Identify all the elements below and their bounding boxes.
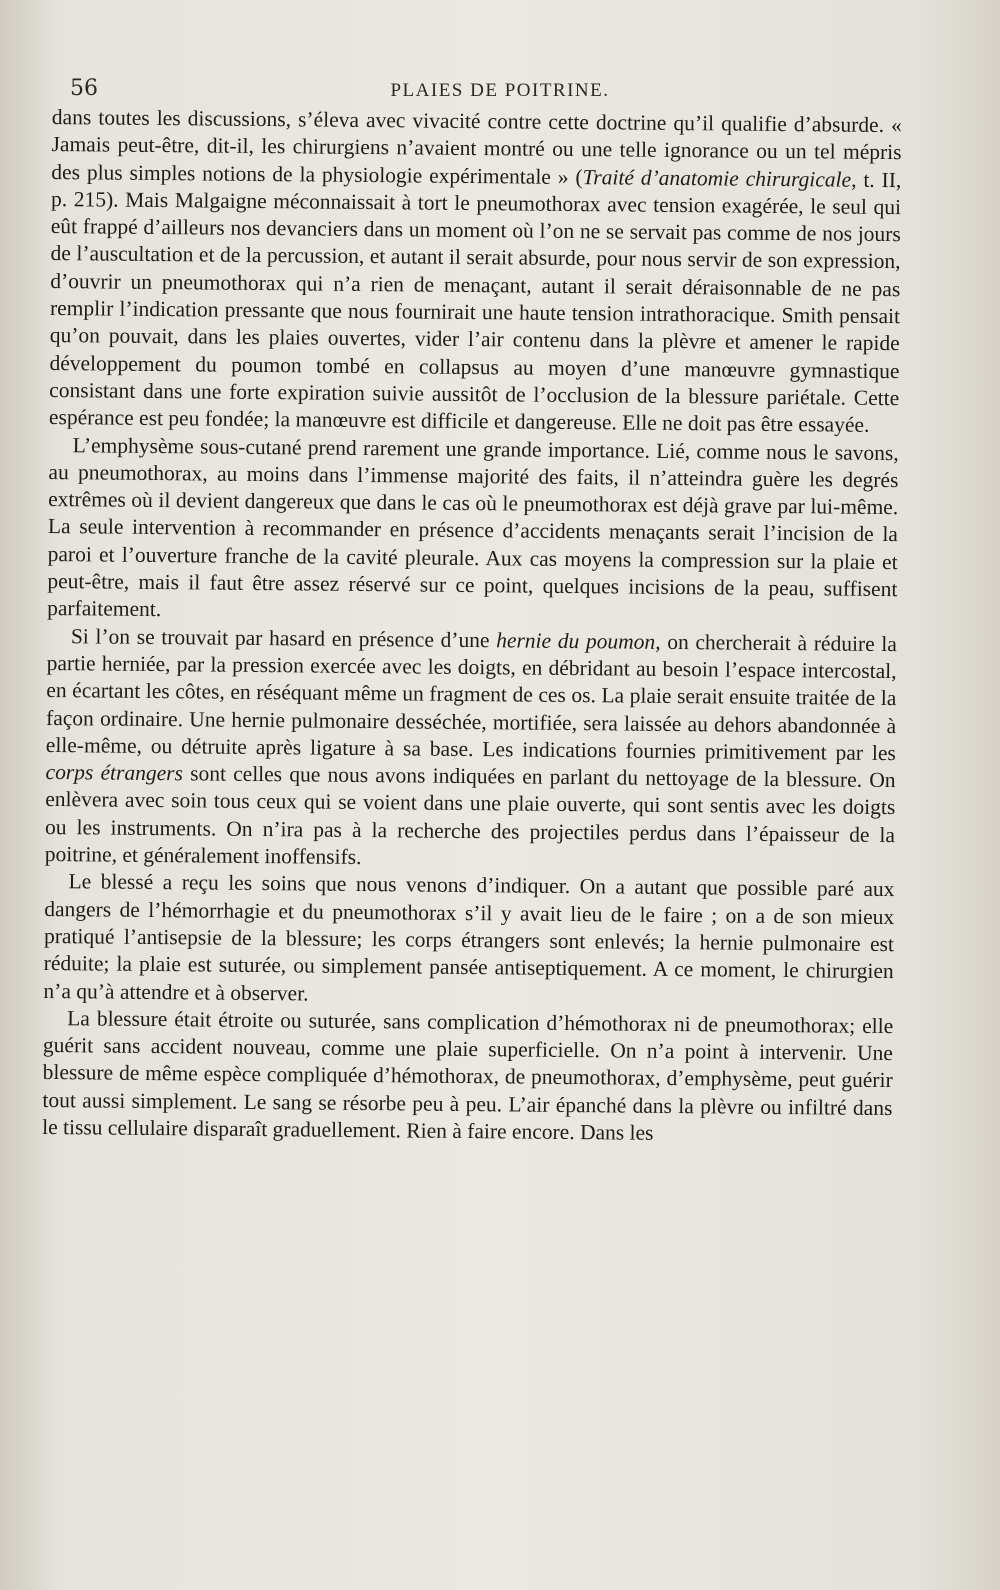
text-run: Si l’on se trouvait par hasard en présence d’une: [70, 623, 497, 652]
paragraph: [43, 868, 894, 1013]
paragraph: [42, 1005, 893, 1150]
text-run: sont celles que nous avons indiquées en parlant du nettoyage de la blessure. On enlèvera avec soin tous ceux qui se voient dans une plaie ouverte, qui sont sentis avec les doigts ou les instruments. On n’ira pas à la recherche des projectiles perdus dans l’épaisseur de la poitrine, et généralement inoffensifs.: [44, 761, 896, 870]
text-run: , t. II, p. 215). Mais Malgaigne méconnaissait à tort le pneumothorax avec tension exagérée, le seul qui eût frappé d’ailleurs nos devanciers dans un moment où l’on ne se servait pas comme de nos jours de l’auscultation et de la percussion, et autant il serait absurde, pour nous servir de son expression, d’ouvrir un pneumothorax qui n’a rien de menaçant, autant il serait déraisonnable de ne pas remplir l’indication pressante que nous fournirait une haute tension intrathoracique. Smith pensait qu’on pouvait, dans les plaies ouvertes, vider l’air contenu dans la plèvre et amener le rapide développement du poumon tombé en collapsus au moyen d’une manœuvre gymnastique consistant dans une forte expiration suivie aussitôt de l’occlusion de la blessure pariétale. Cette espérance est peu fondée; la manœuvre est difficile et dangereuse. Elle ne doit pas être essayée.: [48, 167, 902, 438]
page-number: 56: [70, 76, 98, 101]
italic-title: Traité d’anatomie chirurgicale: [582, 164, 852, 192]
text-run: L’emphysème sous-cutané prend rarement une grande importance. Lié, comme nous le savons, au pneumothorax, au moins dans l’immense majorité des faits, il n’atteindra guère les degrés extrêmes où il devient dangereux que dans le cas où le pneumothorax est déjà grave par lui-même. La seule intervention à recommander en présence d’accidents menaçants serait l’incision de la paroi et l’ouverture franche de la cavité pleurale. Aux cas moyens la compression sur la plaie et peut-être, mais il faut être assez réservé sur ce point, quelques incisions de la peau, suffisent parfaitement.: [47, 432, 899, 622]
body-text: [42, 104, 902, 1149]
paragraph: [45, 623, 897, 877]
text-run: La blessure était étroite ou suturée, sans complication d’hémothorax ni de pneumothorax; elle guérit sans accident nouveau, comme une plaie superficielle. On n’a point à intervenir. Une blessure de même espèce compliquée d’hémothorax, de pneumothorax, d’emphysème, peut guérir tout aussi simplement. Le sang se résorbe peu à peu. L’air épanché dans la plèvre ou infiltré dans le tissu cellulaire disparaît graduellement. Rien à faire encore. Dans les: [42, 1005, 894, 1145]
text-run: dans toutes les discussions, s’éleva avec vivacité contre cette doctrine qu’il qualifie d’absurde. « Jamais peut-être, dit-il, les chirurgiens n’avaient montré ou une telle ignorance ou un tel mépris des plus simples notions de la physiologie expérimentale » (: [51, 104, 902, 189]
paragraph: [47, 432, 899, 631]
text-run: Le blessé a reçu les soins que nous venons d’indiquer. On a autant que possible paré aux dangers de l’hémorrhagie et du pneumothorax s’il y avait lieu de le faire ; on a de son mieux pratiqué l’antisepsie de la blessure; les corps étrangers sont enlevés; la hernie pulmonaire est réduite; la plaie est suturée, ou simplement pansée antiseptiquement. A ce moment, le chirurgien n’a qu’à attendre et à observer.: [43, 869, 895, 1006]
running-head: PLAIES DE POITRINE.: [390, 80, 610, 101]
italic-title: hernie du poumon: [496, 627, 656, 654]
italic-title: corps étrangers: [45, 760, 184, 786]
paragraph: [49, 104, 902, 440]
text-run: , on chercherait à réduire la partie herniée, par la pression exercée avec les doigts, en débridant au besoin l’espace intercostal, en écartant les côtes, en réséquant même un fragment de ces os. La plaie serait ensuite traitée de la façon ordinaire. Une hernie pulmonaire desséchée, mortifiée, sera laissée au dehors abandonnée à elle-même, ou détruite après ligature à sa base. Les indications fournies primitivement par les: [45, 629, 897, 765]
